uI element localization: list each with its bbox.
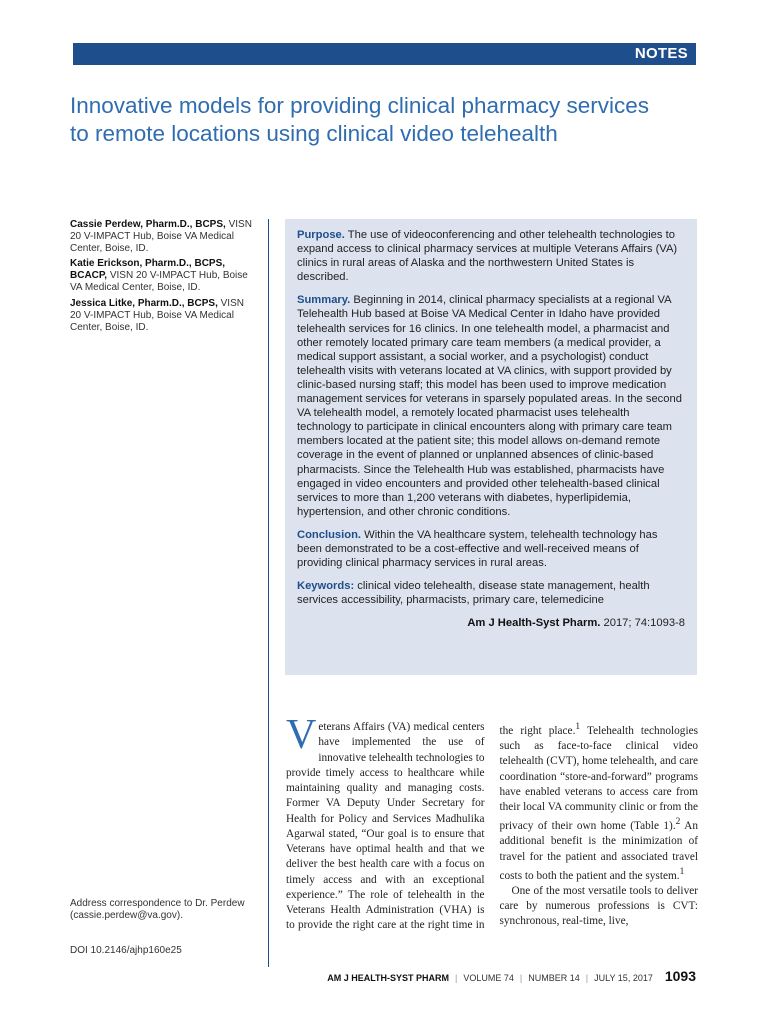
abstract-purpose — [297, 228, 685, 284]
purpose-text: The use of videoconferencing and other telehealth technologies to expand access to clinical pharmacy services at multiple Veterans Affairs (VA) clinics in rural areas of Alaska and the northwestern United States is described. — [297, 229, 678, 284]
reference-marker[interactable]: 1 — [679, 866, 685, 877]
body-text: Telehealth technologies such as face-to-face clinical video telehealth (CVT), home telehealth, and care coordination “store-and-forward” programs have enabled veterans to access care from their local VA community clinic or from the privacy of their own home (Table 1). — [499, 724, 698, 833]
abstract-conclusion — [297, 528, 685, 570]
footer-separator: | — [585, 973, 589, 983]
author-name: Jessica Litke, Pharm.D., BCPS, — [70, 297, 218, 309]
author-list — [70, 219, 255, 337]
author-affiliation: VISN 20 V-IMPACT Hub, Boise VA Medical Center, Boise, ID. — [70, 297, 244, 333]
keywords-label: Keywords: — [297, 580, 355, 593]
abstract-summary — [297, 293, 685, 519]
body-paragraph: One of the most versatile tools to deliver care by numerous professions is CVT: synchronous, real-time, live, — [499, 884, 698, 928]
column-divider — [268, 219, 269, 967]
summary-text: Beginning in 2014, clinical pharmacy specialists at a regional VA Telehealth Hub based at Boise VA Medical Center in Idaho have provided telehealth services for 16 clinics. In one telehealth model, a pharmacist and other remotely located primary care team members (a medical provider, a medical support assistant, a social worker, and a psychologist) conduct telehealth visits with veterans located at VA clinics, with support provided by clinic-based nursing staff; this model has been used to improve medication management services for veterans in sparsely populated areas. In the second VA telehealth model, a remotely located pharmacist uses telehealth technology to participate in clinical encounters along with primary care team members located at the patient site; this model allows on-demand remote coverage in the event of planned or unplanned absences of clinic-based pharmacists. Since the Telehealth Hub was established, pharmacists have engaged in video encounters and provided other telehealth-based clinical services to more than 1,200 veterans with diabetes, hyperlipidemia, hypertension, and other chronic conditions. — [297, 294, 682, 518]
author-name: Katie Erickson, Pharm.D., BCPS, BCACP, — [70, 258, 226, 282]
correspondence-address: Address correspondence to Dr. Perdew (cassie.perdew@va.gov). — [70, 898, 245, 922]
section-header-bar — [73, 43, 696, 65]
body-text: eterans Affairs (VA) medical centers have implemented the use of innovative telehealth technologies to provide timely access to healthcare while maintaining quality and managing costs. Former VA Deputy Under Secretary for Health for Policy and Services Madhulika Agarwal stated, “Our goal is to ensure that Veterans have optimal health and that we deliver the best health care with a focus on timely access and with an exceptional experience.” The role of telehealth in the Veterans Health Administration (VHA) is to provide the right care at the right time in the right place. — [286, 721, 576, 932]
abstract-box — [285, 219, 697, 675]
drop-cap: V — [286, 712, 317, 758]
body-text: An additional benefit is the minimization of travel for the patient and associated travel costs to both the patient and the system. — [499, 820, 698, 882]
section-label: NOTES — [634, 45, 688, 62]
conclusion-label: Conclusion. — [297, 528, 362, 541]
citation-details: 2017; 74:1093-8 — [600, 617, 685, 630]
reference-marker[interactable]: 2 — [675, 817, 681, 828]
abstract-keywords — [297, 579, 685, 607]
footer-date: JULY 15, 2017 — [594, 973, 653, 983]
citation — [297, 616, 685, 630]
footer-separator: | — [519, 973, 523, 983]
page-footer — [327, 968, 696, 984]
author-entry — [70, 298, 255, 334]
purpose-label: Purpose. — [297, 229, 345, 241]
footer-number: NUMBER 14 — [528, 973, 580, 983]
author-affiliation: VISN 20 V-IMPACT Hub, Boise VA Medical Center, Boise, ID. — [70, 270, 248, 294]
footer-journal: AM J HEALTH-SYST PHARM — [327, 973, 450, 983]
article-body — [286, 712, 698, 956]
author-entry — [70, 219, 255, 255]
citation-journal: Am J Health-Syst Pharm. — [467, 617, 601, 630]
keywords-text: clinical video telehealth, disease state management, health services accessibility, pharmacists, primary care, telemedicine — [297, 580, 650, 607]
author-name: Cassie Perdew, Pharm.D., BCPS, — [70, 219, 226, 230]
reference-marker[interactable]: 1 — [575, 722, 581, 732]
author-affiliation: VISN 20 V-IMPACT Hub, Boise VA Medical Center, Boise, ID. — [70, 219, 252, 255]
conclusion-text: Within the VA healthcare system, telehealth technology has been demonstrated to be a cost-effective and well-received means of providing clinical pharmacy services in rural areas. — [297, 528, 658, 570]
article-title: Innovative models for providing clinical pharmacy services to remote locations using clinical video telehealth — [70, 93, 650, 146]
doi: DOI 10.2146/ajhp160e25 — [70, 945, 182, 956]
author-entry — [70, 258, 255, 294]
summary-label: Summary. — [297, 294, 351, 307]
page-number: 1093 — [664, 968, 696, 984]
footer-volume: VOLUME 74 — [463, 973, 514, 983]
footer-separator: | — [455, 973, 458, 983]
